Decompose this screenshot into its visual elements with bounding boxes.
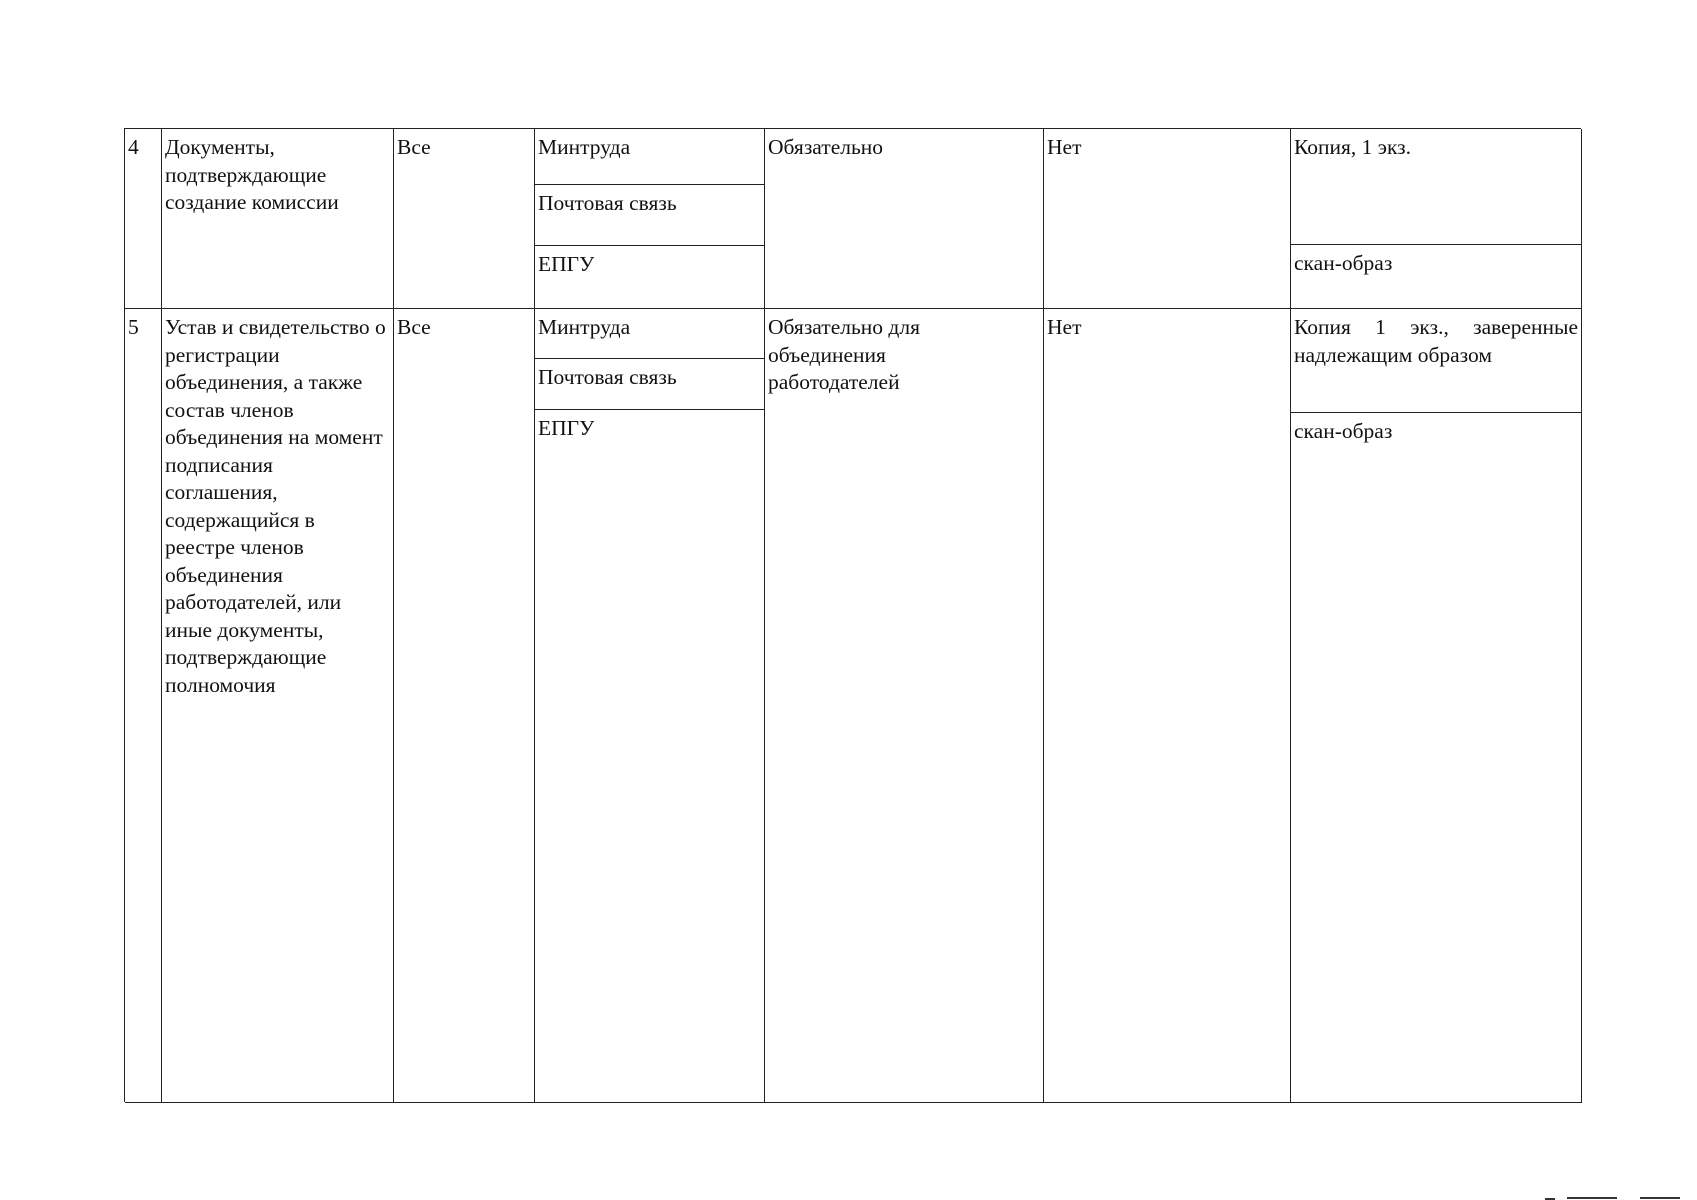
row-4-fee [1044,129,1291,309]
row-4-number [125,129,162,309]
requirement-value: Обязательно для объединения работодателей [768,315,920,394]
row-5-applicants [394,309,535,1103]
row-5-document [162,309,394,1103]
scan-mark [1567,1197,1617,1199]
row-4-document [162,129,394,309]
format-scan [1291,245,1581,308]
channel-label: ЕПГУ [538,252,595,276]
channel-label: ЕПГУ [538,416,595,440]
row-5-requirement [765,309,1044,1103]
channel-post [535,185,764,246]
format-label: Копия 1 экз., заверенные надлежащим образом [1294,315,1578,367]
row-4-channels [535,129,765,309]
channel-label: Минтруда [538,315,631,339]
format-label: скан-образ [1294,419,1393,443]
channel-label: Почтовая связь [538,191,677,215]
fee-value: Нет [1047,315,1082,339]
document-name: Устав и свидетельство о регистрации объединения, а также состав членов объединения на момент подписания соглашения, содержащийся в реестре членов объединения работодателей, или иные документы, подтверждающие полномочия [165,315,386,697]
channel-mintruda [535,129,764,185]
applicants-value: Все [397,315,431,339]
format-label: скан-образ [1294,251,1393,275]
row-number: 5 [128,315,139,339]
document-table [124,128,1581,1102]
row-5-channels [535,309,765,1103]
format-scan [1291,413,1581,473]
format-label: Копия, 1 экз. [1294,135,1412,159]
row-5-format [1291,309,1582,1103]
scan-mark [1640,1197,1680,1199]
fee-value: Нет [1047,135,1082,159]
document-name: Документы, подтверждающие создание комиссии [165,135,339,214]
format-copy [1291,309,1581,413]
channel-label: Минтруда [538,135,631,159]
row-4-requirement [765,129,1044,309]
requirement-value: Обязательно [768,135,884,159]
row-5-number [125,309,162,1103]
channel-epgu [535,246,764,308]
row-4-format [1291,129,1582,309]
row-4-applicants [394,129,535,309]
format-copy [1291,129,1581,245]
channel-label: Почтовая связь [538,365,677,389]
row-5-fee [1044,309,1291,1103]
channel-mintruda [535,309,764,359]
channel-post [535,359,764,410]
channel-epgu [535,410,764,470]
applicants-value: Все [397,135,431,159]
row-number: 4 [128,135,139,159]
